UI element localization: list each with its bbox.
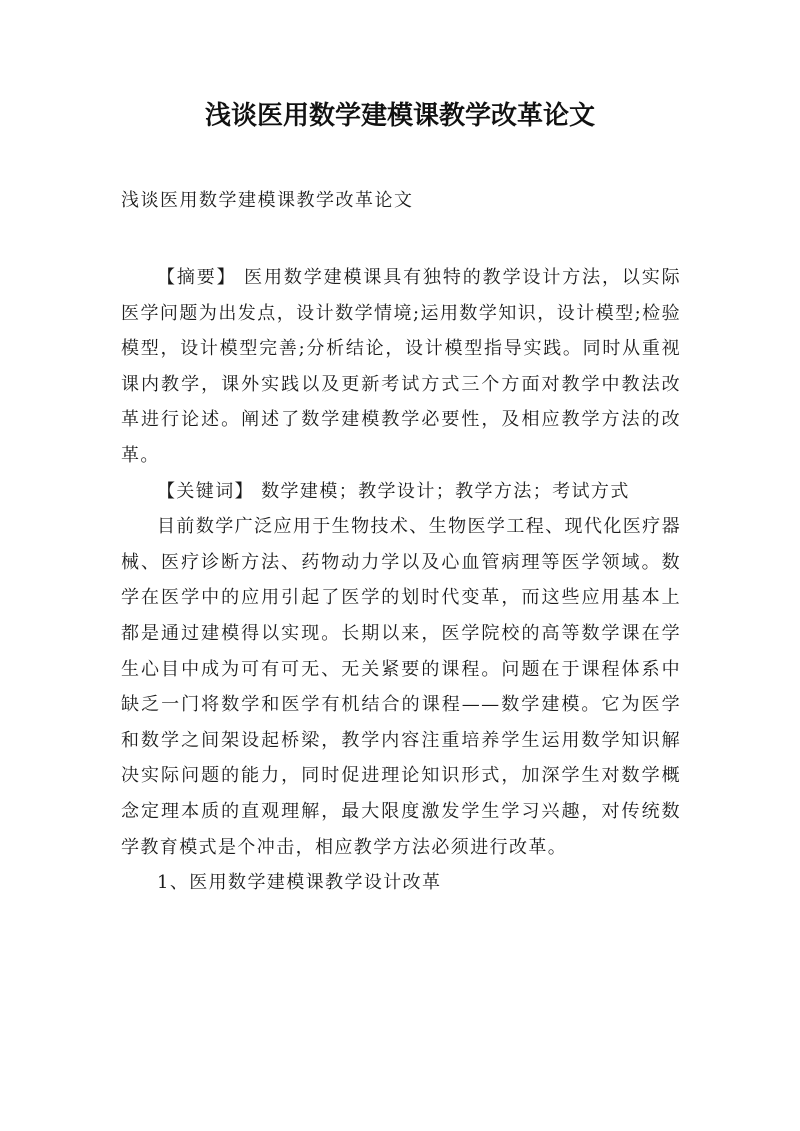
body-paragraph: 目前数学广泛应用于生物技术、生物医学工程、现代化医疗器械、医疗诊断方法、药物动力学以及心血管病理等医学领域。数学在医学中的应用引起了医学的划时代变革，而这些应用基本上都是通过建模得以实现。长期以来，医学院校的高等数学课在学生心目中成为可有可无、无关紧要的课程。问题在于课程体系中缺乏一门将数学和医学有机结合的课程——数学建模。它为医学和数学之间架设起桥梁，教学内容注重培养学生运用数学知识解决实际问题的能力，同时促进理论知识形式，加深学生对数学概念定理本质的直观理解，最大限度激发学生学习兴趣，对传统数学教育模式是个冲击，相应教学方法必须进行改革。 xyxy=(121,516,681,858)
abstract-label: 【摘要】 xyxy=(157,267,237,288)
keywords-label: 【关键词】 xyxy=(157,480,254,502)
abstract-text: 医用数学建模课具有独特的教学设计方法，以实际医学问题为出发点，设计数学情境;运用数学知识，设计模型;检验模型，设计模型完善;分析结论，设计模型指导实践。同时从重视课内教学，课外实践以及更新考试方式三个方面对教学中教法改革进行论述。阐述了数学建模教学必要性，及相应教学方法的改革。 xyxy=(121,267,682,466)
section-heading: 1、医用数学建模课教学设计改革 xyxy=(157,872,442,894)
document-title: 浅谈医用数学建模课教学改革论文 xyxy=(204,101,595,131)
abstract-paragraph xyxy=(121,260,681,474)
keywords-text: 数学建模；教学设计；教学方法；考试方式 xyxy=(254,480,630,502)
keywords-paragraph xyxy=(121,474,681,510)
document-subtitle: 浅谈医用数学建模课教学改革论文 xyxy=(121,190,414,211)
document-body xyxy=(121,260,681,901)
